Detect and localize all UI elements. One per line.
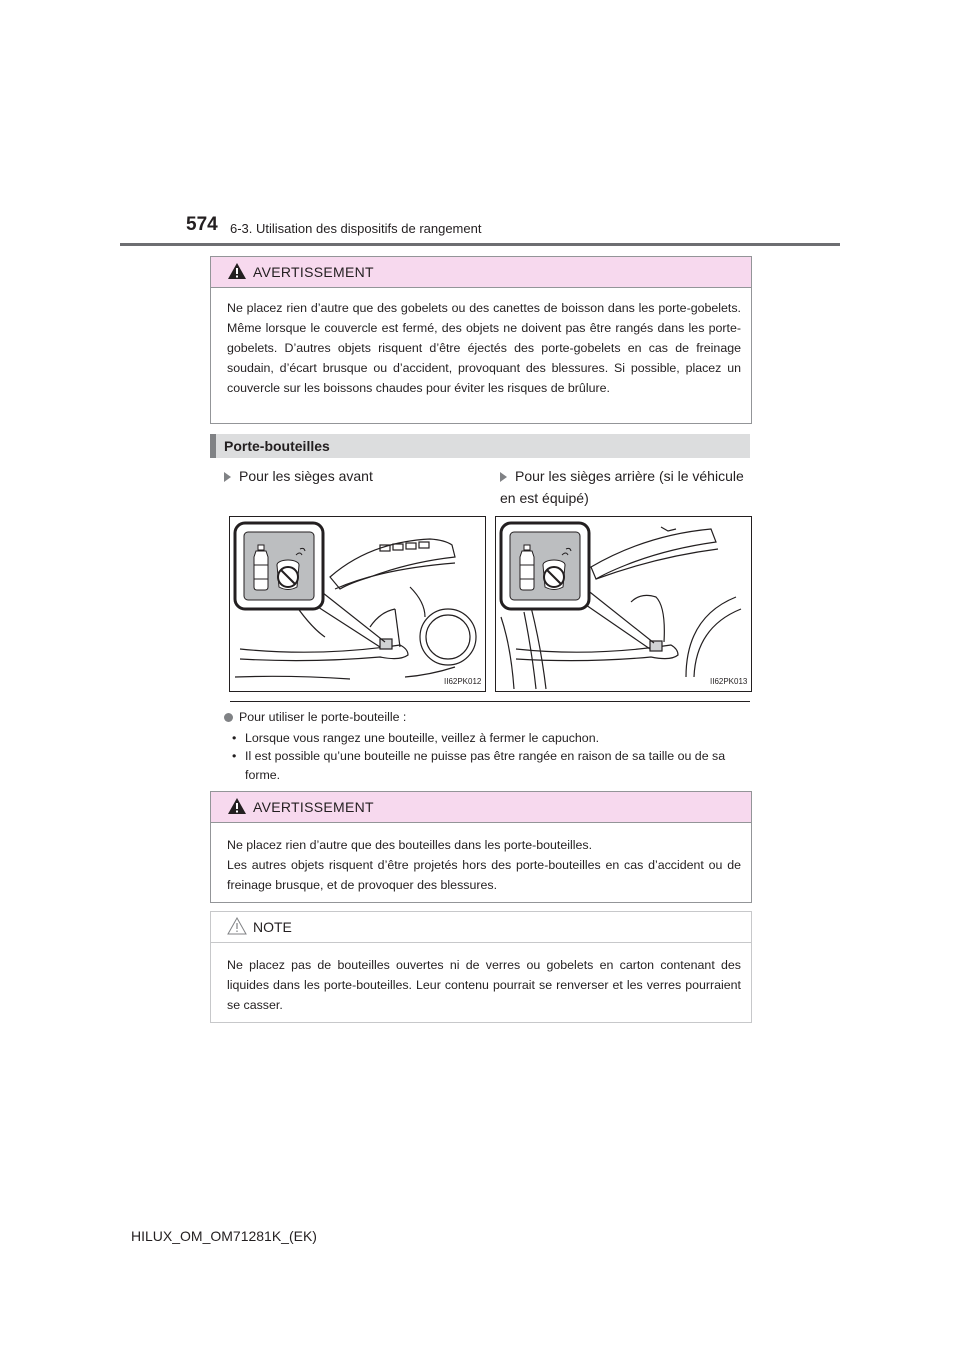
note-title: NOTE [253,919,292,935]
warning-text: Ne placez rien d’autre que des gobelets ou des canettes de boisson dans les porte-gobelets. Même lorsque le couvercle est fermé, des objets ne doivent pas être rangés dans les porte-gobelets. D’autres objets risquent d’être éjectés des porte-gobelets en cas de freinage soudain, d’écart brusque ou d’accident, provoquant des blessures. Si possible, placez un couvercle sur les boissons chaudes pour éviter les risques de brûlure. [227,301,741,395]
rear-door-drawing [496,517,751,691]
front-door-drawing [230,517,485,691]
warning-title: AVERTISSEMENT [253,264,374,280]
warning-header [211,257,751,288]
caption-rear-seats [500,465,750,509]
caution-triangle-icon [227,917,247,935]
usage-lead-text: Pour utiliser le porte-bouteille : [239,710,407,724]
warning-header [211,792,751,823]
caption-rear-text: Pour les sièges arrière (si le véhicule en est équipé) [500,468,744,506]
warning-triangle-icon [227,797,247,815]
warning-title: AVERTISSEMENT [253,799,374,815]
bottle-icon [254,545,268,590]
usage-item-text: Il est possible qu’une bouteille ne puisse pas être rangée en raison de sa taille ou de sa forme. [245,749,726,782]
arrow-marker-icon [500,472,507,482]
warning-line-2: Les autres objets risquent d’être projetés hors des porte-bouteilles en cas d’accident ou de freinage brusque, et de provoquer des blessures. [227,858,741,892]
page-number: 574 [186,214,218,235]
warning-triangle-icon [227,262,247,280]
section-heading: Porte-bouteilles [224,438,330,454]
chapter-title: 6-3. Utilisation des dispositifs de rangement [230,221,482,236]
note-box [210,911,752,1023]
note-text: Ne placez pas de bouteilles ouvertes ni de verres ou gobelets en carton contenant des liquides dans les porte-bouteilles. Leur contenu pourrait se renverser et les verres pourraient se casser. [227,958,741,1012]
illustration-front-door-bottle-holder [229,516,486,692]
warning-box-cup-holders [210,256,752,424]
warning-box-bottle-holders [210,791,752,903]
bottle-icon [520,545,534,590]
document-code: HILUX_OM_OM71281K_(EK) [131,1228,317,1244]
illustration-rear-door-bottle-holder [495,516,752,692]
warning-line-1: Ne placez rien d’autre que des bouteilles dans les porte-bouteilles. [227,838,593,852]
warning-text [211,823,751,909]
usage-item: • Il est possible qu’une bouteille ne puisse pas être rangée en raison de sa taille ou de sa forme. [232,747,752,785]
usage-lead [224,710,406,724]
usage-item: • Lorsque vous rangez une bouteille, veillez à fermer le capuchon. [232,729,752,748]
note-header [211,912,751,943]
caption-front-seats [224,465,474,487]
header-divider [120,243,840,246]
illustration-code: II62PK012 [444,677,482,686]
usage-item-text: Lorsque vous rangez une bouteille, veillez à fermer le capuchon. [245,731,600,745]
illustration-code: II62PK013 [710,677,748,686]
illustration-divider [230,701,750,702]
arrow-marker-icon [224,472,231,482]
caption-front-text: Pour les sièges avant [239,468,373,484]
section-heading-bar [210,434,750,458]
bullet-dot-icon [224,713,233,722]
section-accent [210,434,216,458]
